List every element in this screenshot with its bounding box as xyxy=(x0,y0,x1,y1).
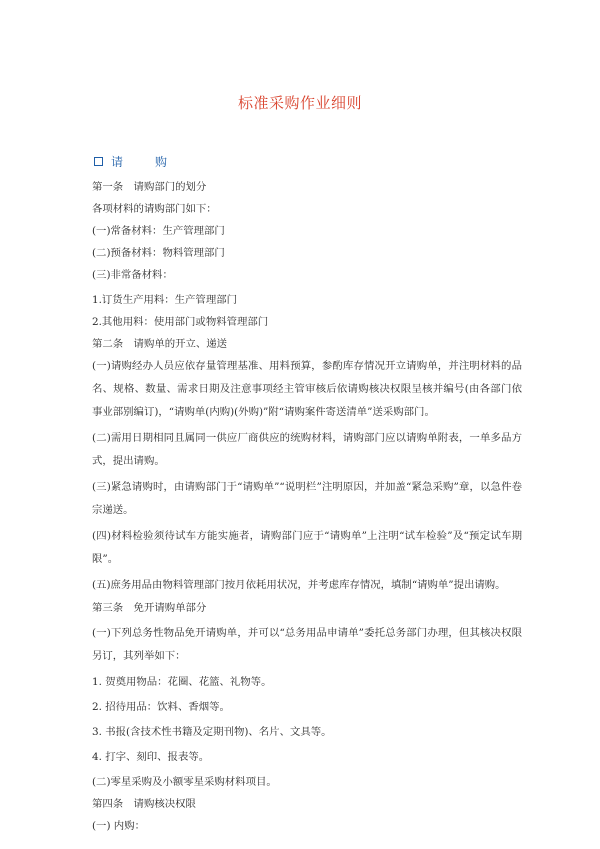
paragraph: 1.订货生产用料：生产管理部门 xyxy=(92,294,237,306)
paragraph: (二)零星采购及小额零星采购材料项目。 xyxy=(92,776,277,788)
paragraph: (一)请购经办人员应依存量管理基准、用料预算，参酌库存情况开立请购单，并注明材料的品名、规格、数量、需求日期及注意事项经主管审核后依请购核决权限呈核并编号(由各部门依事业部别编订)，“请购单(内购)(外购)”附“请购案件寄送清单”送采购部门。 xyxy=(92,360,522,418)
paragraph: 各项材料的请购部门如下： xyxy=(92,203,217,215)
document-title: 标准采购作业细则 xyxy=(237,94,362,112)
document-body xyxy=(92,176,522,837)
paragraph: (一) 内购： xyxy=(92,820,145,832)
article-heading: 第三条 免开请购单部分 xyxy=(92,602,207,614)
paragraph: (三)紧急请购时，由请购部门于“请购单”“说明栏”注明原因，并加盖“紧急采购”章，以急件卷宗递送。 xyxy=(92,481,522,516)
article-heading: 第一条 请购部门的划分 xyxy=(92,181,207,193)
paragraph: (三)非常备材料： xyxy=(92,269,173,281)
paragraph: (四)材料检验须待试车方能实施者，请购部门应于“请购单”上注明“试车检验”及“预定试车期限”。 xyxy=(92,530,522,565)
paragraph: (五)庶务用品由物料管理部门按月依耗用状况，并考虑库存情况，填制“请购单”提出请购。 xyxy=(92,579,506,591)
paragraph: (二)预备材料：物料管理部门 xyxy=(92,247,225,259)
paragraph: (一)常备材料：生产管理部门 xyxy=(92,225,225,237)
paragraph: (二)需用日期相同且属同一供应厂商供应的统购材料，请购部门应以请购单附表，一单多品方式，提出请购。 xyxy=(92,432,522,467)
list-item: 4. 打字、刻印、报表等。 xyxy=(92,751,210,763)
article-heading: 第二条 请购单的开立、递送 xyxy=(92,338,228,350)
section-heading xyxy=(94,153,177,170)
paragraph: 2.其他用料：使用部门或物料管理部门 xyxy=(92,316,269,328)
section-heading-text: 请 购 xyxy=(111,155,178,169)
checkbox-square-icon xyxy=(94,157,103,166)
list-item: 3. 书报(含技术性书籍及定期刊物)、名片、文具等。 xyxy=(92,726,332,738)
list-item: 2. 招待用品：饮料、香烟等。 xyxy=(92,701,230,713)
paragraph: (一)下列总务性物品免开请购单，并可以“总务用品申请单”委托总务部门办理，但其核决权限另订，其列举如下： xyxy=(92,627,522,662)
article-heading: 第四条 请购核决权限 xyxy=(92,798,196,810)
list-item: 1. 贺奠用物品：花圈、花篮、礼物等。 xyxy=(92,676,272,688)
